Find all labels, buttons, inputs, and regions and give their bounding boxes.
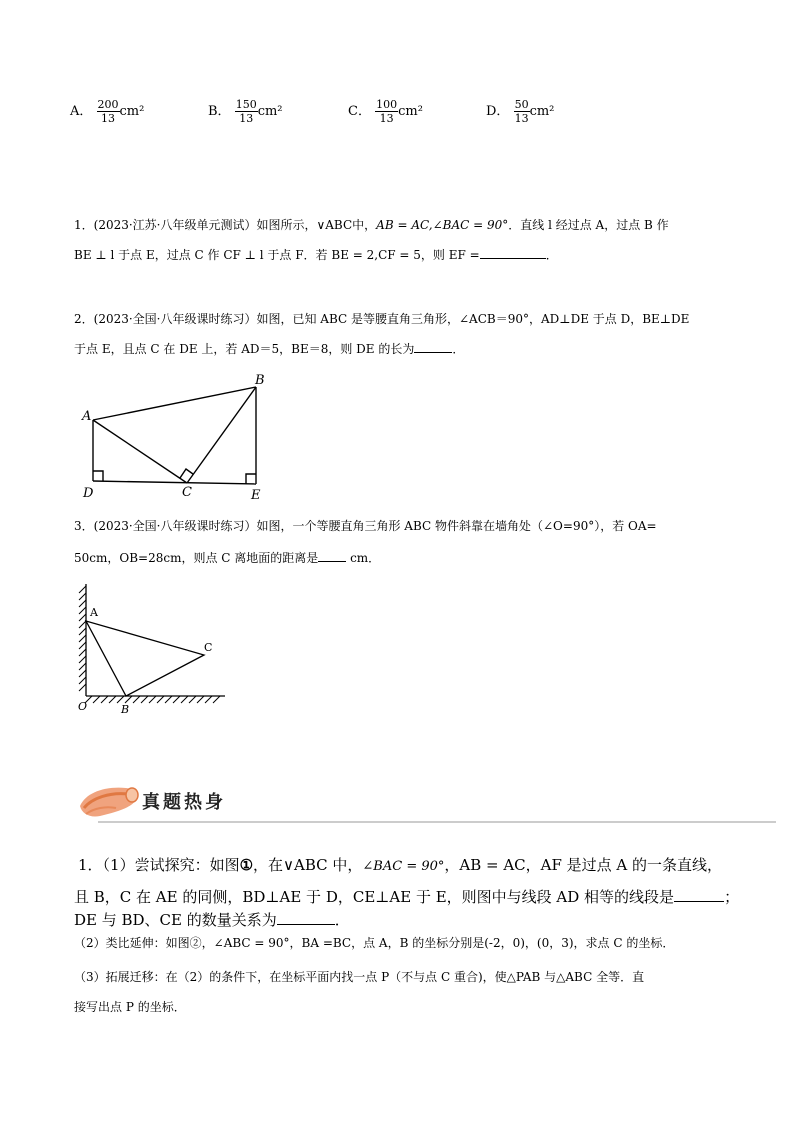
p1-line5: （3）拓展迁移：在（2）的条件下，在坐标平面内找一点 P（不与点 C 重合)，使△PAB 与△ABC 全等．直 (74, 970, 645, 984)
q2-figure (74, 370, 274, 506)
option-b (208, 98, 283, 125)
math-expression: ∠BAC = 90° (362, 859, 445, 874)
unit: cm² (257, 104, 283, 119)
label-a: A (82, 409, 92, 424)
p1-line2: 且 B，C 在 AE 的同侧，BD⊥AE 于 D，CE⊥AE 于 E，则图中与线段 AD 相等的线段是 ； (74, 888, 740, 906)
p1-line3: DE 与 BD、CE 的数量关系为 ． (74, 911, 350, 929)
q3-line2: 50cm，OB=28cm，则点 C 离地面的距离是 cm． (74, 547, 380, 569)
circled-number: ① (239, 856, 254, 874)
wall-hatching (79, 586, 86, 691)
fraction: $\frac{50}{13}$ (514, 98, 529, 125)
answer-blank[interactable] (277, 910, 335, 925)
segment-ac (93, 420, 187, 483)
section-header (76, 778, 780, 826)
p1-line6: 接写出点 P 的坐标． (74, 1000, 186, 1014)
unit: cm² (119, 104, 145, 119)
label-c: C (182, 485, 192, 500)
q1-line2: BE ⊥ l 于点 E，过点 C 作 CF ⊥ l 于点 F．若 BE = 2,CF = 5，则 EF = ． (74, 244, 558, 266)
option-letter: A． (70, 104, 93, 119)
ground-hatching (85, 696, 220, 703)
label-a: A (90, 606, 98, 619)
section-title: 真题热身 (142, 792, 226, 813)
option-c (348, 98, 423, 125)
option-letter: B． (208, 104, 231, 119)
q3-figure (70, 576, 240, 718)
math-expression: AB = AC,∠BAC = 90° (376, 218, 509, 232)
right-angle-mark-d (93, 471, 103, 481)
q2-line1: 2．(2023·全国·八年级课时练习）如图，已知 ABC 是等腰直角三角形，∠ACB＝90°，AD⊥DE 于点 D，BE⊥DE (74, 312, 690, 326)
p1-line1: 1．（1）尝试探究：如图①，在∨ABC 中，∠BAC = 90°，AB = AC，AF 是过点 A 的一条直线， (78, 856, 723, 874)
p1-line4: （2）类比延伸：如图②，∠ABC = 90°，BA =BC，点 A，B 的坐标分别是(-2，0)，(0，3)，求点 C 的坐标． (74, 936, 675, 950)
label-o: O (78, 700, 88, 713)
option-d (486, 98, 554, 125)
right-angle-mark-e (246, 474, 256, 484)
scroll-icon (80, 788, 138, 817)
answer-blank[interactable] (674, 887, 724, 902)
q1-line1: 1．(2023·江苏·八年级单元测试）如图所示，∨ABC中，AB = AC,∠BAC = 90°．直线 l 经过点 A，过点 B 作 (74, 218, 669, 232)
unit: cm² (398, 104, 423, 119)
label-b: B (255, 373, 265, 388)
label-d: D (83, 486, 94, 501)
answer-blank[interactable] (414, 338, 452, 353)
fraction: $\frac{100}{13}$ (376, 98, 398, 125)
answer-blank[interactable] (318, 547, 346, 562)
segment-bc (187, 387, 256, 483)
q2-line2: 于点 E，且点 C 在 DE 上，若 AD＝5，BE＝8，则 DE 的长为 ． (74, 338, 464, 360)
fraction: $\frac{150}{13}$ (235, 98, 257, 125)
option-letter: C． (348, 104, 371, 119)
label-c: C (204, 641, 213, 654)
option-letter: D． (486, 104, 510, 119)
answer-blank[interactable] (480, 244, 546, 259)
label-b: B (121, 703, 130, 716)
segment-ab (93, 387, 256, 420)
q3-line1: 3．(2023·全国·八年级课时练习）如图，一个等腰直角三角形 ABC 物件斜靠在墙角处（∠O=90°），若 OA= (74, 519, 657, 533)
option-a (70, 98, 144, 125)
fraction: $\frac{200}{13}$ (97, 98, 119, 125)
triangle-abc (86, 621, 204, 696)
label-e: E (251, 488, 261, 503)
segment-de (93, 481, 256, 484)
unit: cm² (529, 104, 555, 119)
